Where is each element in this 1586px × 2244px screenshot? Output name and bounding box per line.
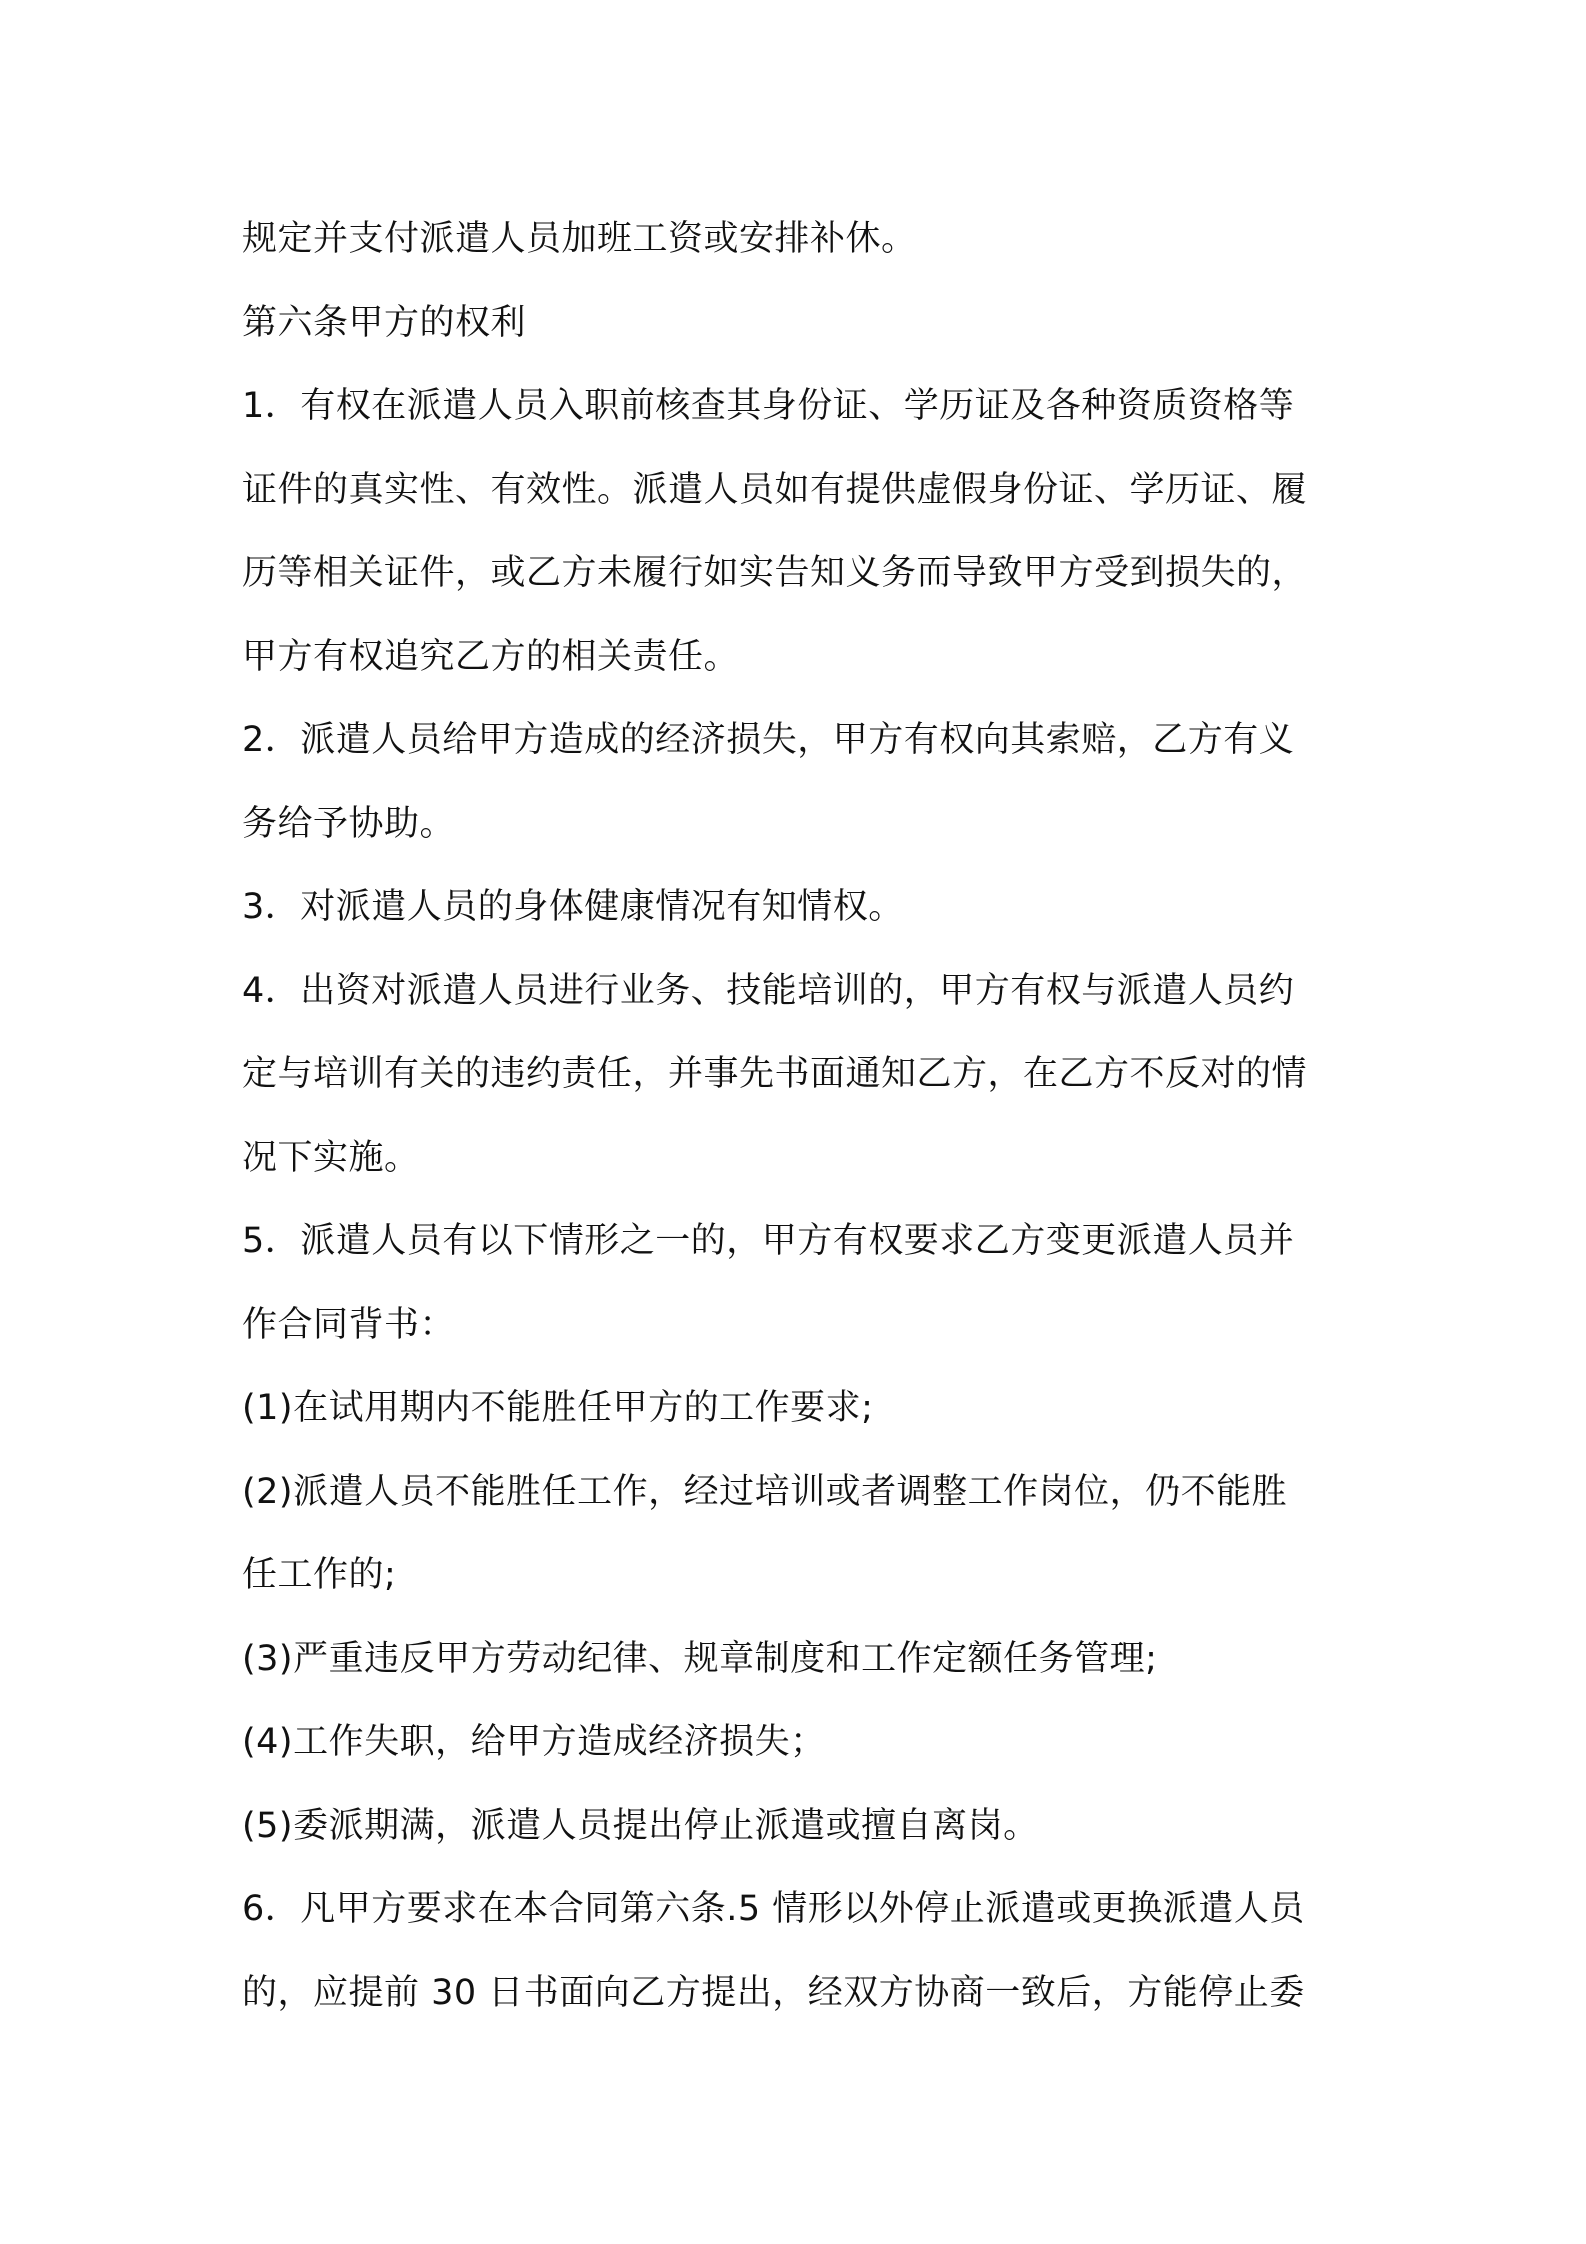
text-line: (3)严重违反甲方劳动纪律、规章制度和工作定额任务管理;: [242, 1638, 1158, 1679]
text-line: 任工作的;: [242, 1555, 397, 1595]
text-line: 6．凡甲方要求在本合同第六条.5 情形以外停止派遣或更换派遣人员: [242, 1889, 1305, 1929]
text-line: 2．派遣人员给甲方造成的经济损失，甲方有权向其索赔，乙方有义: [242, 720, 1295, 760]
text-line: 务给予协助。: [242, 803, 456, 844]
text-line: 的，应提前 30 日书面向乙方提出，经双方协商一致后，方能停止委: [242, 1972, 1305, 2013]
text-line: 1．有权在派遣人员入职前核查其身份证、学历证及各种资质资格等: [242, 386, 1295, 426]
section-heading: 第六条甲方的权利: [242, 302, 527, 343]
text-line: 3．对派遣人员的身体健康情况有知情权。: [242, 887, 904, 927]
text-line: (5)委派期满，派遣人员提出停止派遣或擅自离岗。: [242, 1805, 1039, 1846]
text-line: (2)派遣人员不能胜任工作，经过培训或者调整工作岗位，仍不能胜: [242, 1471, 1288, 1512]
text-line: 规定并支付派遣人员加班工资或安排补休。: [242, 219, 917, 259]
text-line: 5．派遣人员有以下情形之一的，甲方有权要求乙方变更派遣人员并: [242, 1221, 1295, 1261]
text-line: (1)在试用期内不能胜任甲方的工作要求;: [242, 1388, 874, 1428]
text-line: 定与培训有关的违约责任，并事先书面通知乙方，在乙方不反对的情: [242, 1054, 1308, 1094]
document-body: [242, 198, 1360, 2035]
text-line: 作合同背书：: [242, 1304, 456, 1345]
text-line: 证件的真实性、有效性。派遣人员如有提供虚假身份证、学历证、履: [242, 469, 1308, 510]
text-line: 甲方有权追究乙方的相关责任。: [242, 636, 740, 677]
text-line: 4．出资对派遣人员进行业务、技能培训的，甲方有权与派遣人员约: [242, 970, 1295, 1011]
text-line: 历等相关证件，或乙方未履行如实告知义务而导致甲方受到损失的，: [242, 553, 1308, 593]
text-line: 况下实施。: [242, 1137, 420, 1178]
text-line: (4)工作失职，给甲方造成经济损失；: [242, 1722, 826, 1762]
